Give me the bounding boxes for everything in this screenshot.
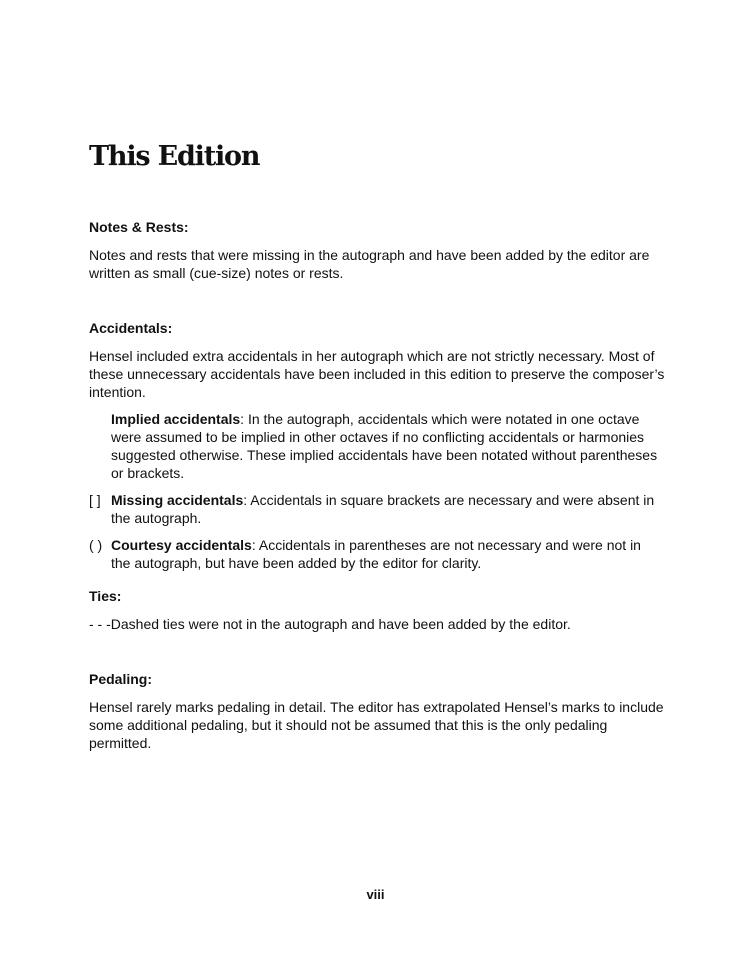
page-number: viii: [366, 887, 385, 902]
accidental-text-missing: : Accidentals in square brackets are necessary and were absent in the autograph.: [111, 492, 655, 526]
section-ties: [89, 587, 669, 633]
accidental-marker-missing: [ ]: [89, 492, 101, 508]
accidental-text-implied: : In the autograph, accidentals which were notated in one octave were assumed to be implied in other octaves if no conflicting accidentals or harmonies suggested otherwise. These implied accidentals have been notated without parentheses or brackets.: [111, 411, 658, 481]
accidental-item-courtesy: [89, 536, 661, 572]
page-title: This Edition: [89, 141, 260, 172]
section-body-accidentals: Hensel included extra accidentals in her autograph which are not strictly necessary. Most of these unnecessary accidentals have been included in this edition to preserve the composer’s intention.: [89, 348, 665, 400]
section-accidentals: [89, 319, 669, 572]
accidental-item-implied: [89, 410, 661, 482]
accidental-term-courtesy: Courtesy accidentals: [111, 537, 252, 553]
section-heading-ties: Ties:: [89, 588, 122, 604]
section-heading-notes-rests: Notes & Rests:: [89, 219, 189, 235]
section-heading-pedaling: Pedaling:: [89, 671, 153, 687]
section-body-ties: Dashed ties were not in the autograph and have been added by the editor.: [110, 616, 571, 632]
accidental-term-implied: Implied accidentals: [111, 411, 241, 427]
section-heading-accidentals: Accidentals:: [89, 320, 173, 336]
section-body-pedaling: Hensel rarely marks pedaling in detail. The editor has extrapolated Hensel’s marks to include some additional pedaling, but it should not be assumed that this is the only pedaling permitted.: [89, 699, 664, 751]
accidental-marker-courtesy: ( ): [89, 537, 103, 553]
accidental-item-missing: [89, 491, 661, 527]
section-pedaling: [89, 670, 669, 752]
accidental-term-missing: Missing accidentals: [111, 492, 244, 508]
ties-line: [89, 615, 669, 633]
section-notes-rests: [89, 218, 669, 282]
accidental-text-courtesy: : Accidentals in parentheses are not necessary and were not in the autograph, but have been added by the editor for clarity.: [111, 537, 641, 571]
dashed-tie-symbol: - - -: [89, 616, 111, 632]
section-body-notes-rests: Notes and rests that were missing in the autograph and have been added by the editor are written as small (cue-size) notes or rests.: [89, 247, 650, 281]
